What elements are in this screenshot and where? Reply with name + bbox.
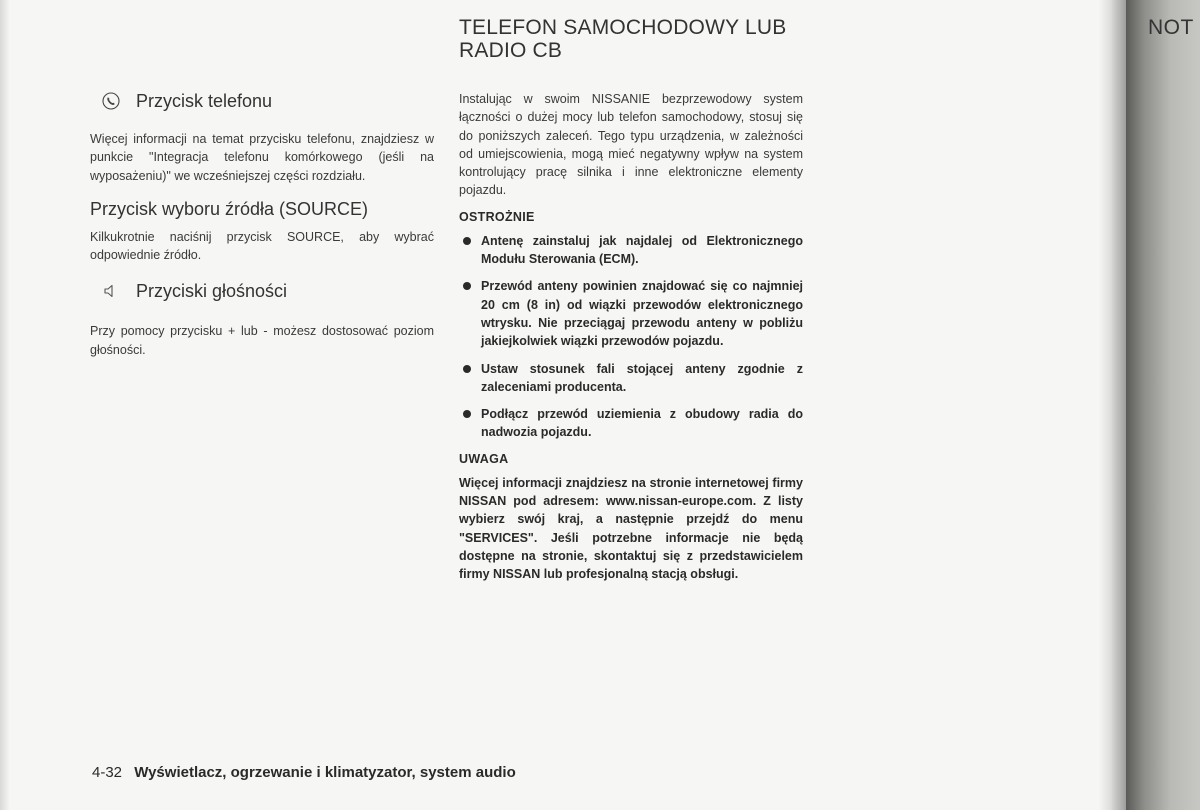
intro-text: Instalując w swoim NISSANIE bezprzewodowy system łączności o dużej mocy lub telefon samochodowy, stosuj się do poniższych zaleceń. Tego typu urządzenia, w zależności od umiejscowienia, mogą mieć negatywny wpływ na system kontrolujący pracę silnika i inne elektroniczne elementy pojazdu. bbox=[459, 92, 803, 198]
caution-label: OSTROŻNIE bbox=[459, 209, 535, 224]
book-spine-shadow bbox=[1098, 0, 1126, 810]
phone-handset-icon bbox=[96, 90, 126, 112]
source-button-text: Kilkukrotnie naciśnij przycisk SOURCE, aby wybrać odpowiednie źródło. bbox=[90, 229, 434, 263]
adjacent-page bbox=[1126, 0, 1200, 810]
speaker-icon bbox=[96, 280, 126, 302]
note-label: UWAGA bbox=[459, 451, 509, 466]
volume-buttons-text: Przy pomocy przycisku + lub - możesz dostosować poziom głośności. bbox=[90, 324, 434, 357]
section-title-line2: RADIO CB bbox=[459, 39, 563, 62]
adjacent-page-title: NOT bbox=[1148, 16, 1194, 39]
footer-section-title: Wyświetlacz, ogrzewanie i klimatyzator, system audio bbox=[134, 764, 516, 781]
source-button-heading: Przycisk wyboru źródła (SOURCE) bbox=[90, 198, 369, 219]
page-footer bbox=[92, 764, 516, 781]
caution-list bbox=[459, 232, 803, 442]
right-column bbox=[459, 16, 803, 584]
caution-item: Podłącz przewód uziemienia z obudowy radia do nadwozia pojazdu. bbox=[459, 405, 803, 442]
left-column bbox=[90, 90, 434, 359]
volume-buttons-heading-text: Przyciski głośności bbox=[136, 280, 288, 301]
page-number: 4-32 bbox=[92, 764, 123, 781]
caution-item: Ustaw stosunek fali stojącej anteny zgodnie z zaleceniami producenta. bbox=[459, 360, 803, 397]
caution-item: Antenę zainstaluj jak najdalej od Elektronicznego Modułu Sterowania (ECM). bbox=[459, 232, 803, 269]
volume-buttons-heading bbox=[90, 280, 434, 302]
phone-button-heading-text: Przycisk telefonu bbox=[136, 90, 273, 111]
page-edge-shadow bbox=[0, 0, 10, 810]
caution-item: Przewód anteny powinien znajdować się co najmniej 20 cm (8 in) od wiązki przewodów elektronicznego wtrysku. Nie przeciągaj przewodu anteny w pobliżu jakiejkolwiek wiązki przewodów pojazdu. bbox=[459, 277, 803, 350]
section-title-line1: TELEFON SAMOCHODOWY LUB bbox=[459, 16, 787, 39]
note-text: Więcej informacji znajdziesz na stronie internetowej firmy NISSAN pod adresem: www.nissan-europe.com. Z listy wybierz swój kraj, a następnie przejdź do menu "SERVICES". Jeśli potrzebne informacje nie będą dostępne na stronie, skontaktuj się z przedstawicielem firmy NISSAN lub profesjonalną stacją obsługi. bbox=[459, 475, 803, 582]
phone-button-text: Więcej informacji na temat przycisku telefonu, znajdziesz w punkcie "Integracja telefonu komórkowego (jeśli na wyposażeniu)" we wcześniejszej części rozdziału. bbox=[90, 132, 434, 183]
phone-button-heading bbox=[90, 90, 434, 112]
section-title bbox=[459, 16, 803, 62]
